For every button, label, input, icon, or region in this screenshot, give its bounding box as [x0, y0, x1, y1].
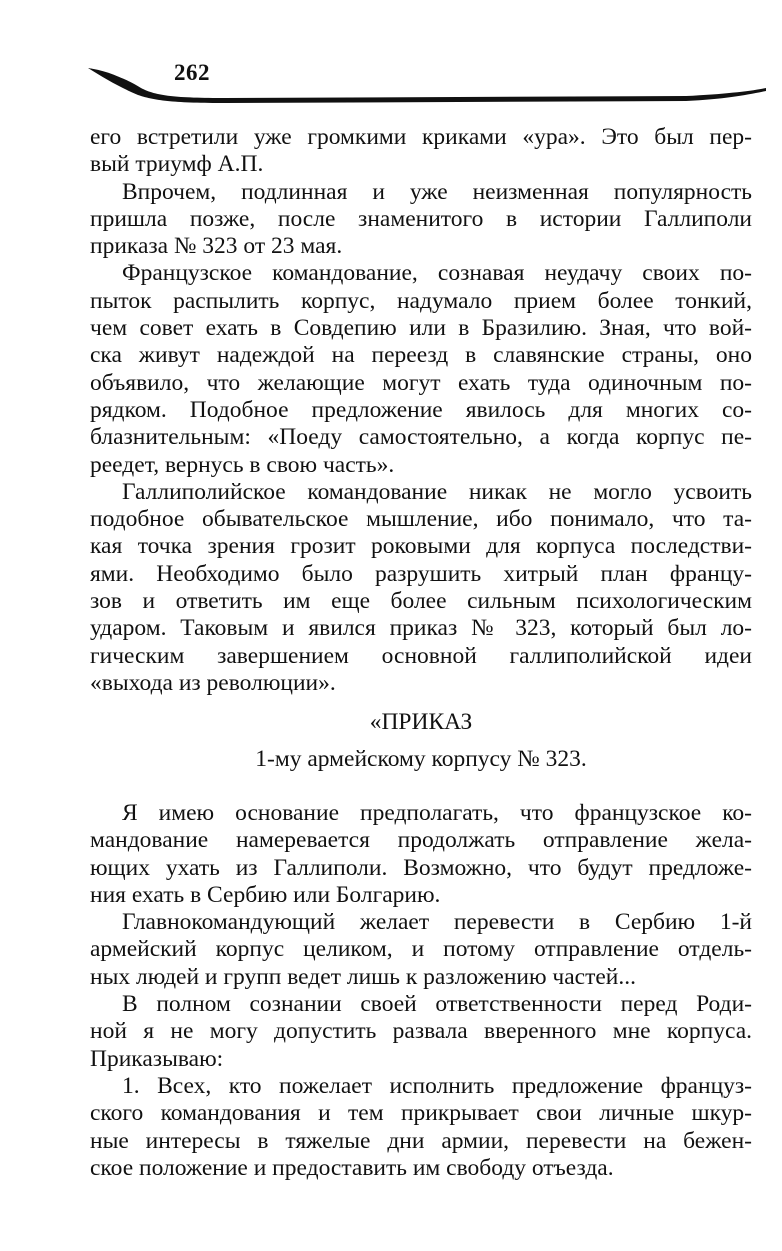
text-line: гическим завершением основной галлиполийской идеи: [90, 642, 752, 669]
text-line: блазнительным: «Поеду самостоятельно, а когда корпус пе-: [90, 424, 752, 451]
body-text-upper: [90, 124, 752, 697]
text-line: ударом. Таковым и явился приказ № 323, который был ло-: [90, 615, 752, 642]
text-line: Приказываю:: [90, 1045, 224, 1072]
text-line: ющих ухать из Галлиполи. Возможно, что будут предложе-: [90, 854, 752, 881]
text-line: 1. Всех, кто пожелает исполнить предложение француз-: [122, 1072, 752, 1099]
text-line: ния ехать в Сербию или Болгарию.: [90, 881, 441, 908]
body-text-order: [90, 800, 752, 1182]
text-line: рядком. Подобное предложение явилось для многих со-: [90, 396, 752, 423]
text-line: В полном сознании своей ответственности перед Роди-: [122, 991, 752, 1018]
text-line: Впрочем, подлинная и уже неизменная популярность: [122, 178, 752, 205]
text-line: «выхода из революции».: [90, 669, 336, 696]
page-number: 262: [174, 60, 210, 85]
order-subheading: 1-му армейскому корпусу № 323.: [255, 746, 587, 772]
text-line: приказа № 323 от 23 мая.: [90, 233, 343, 260]
text-line: Я имею основание предполагать, что французское ко-: [122, 800, 752, 826]
text-line: ные интересы в тяжелые дни армии, перевести на бежен-: [90, 1127, 752, 1154]
text-line: Главнокомандующий желает перевести в Сербию 1-й: [122, 909, 752, 936]
text-line: объявило, что желающие могут ехать туда одиночным по-: [90, 369, 752, 396]
text-line: пришла позже, после знаменитого в истории Галлиполи: [90, 205, 752, 232]
text-line: его встретили уже громкими криками «ура». Это был пер-: [90, 124, 752, 150]
text-line: ска живут надеждой на переезд в славянские страны, оно: [90, 342, 752, 369]
text-line: чем совет ехать в Совдепию или в Бразилию. Зная, что вой-: [90, 315, 752, 342]
text-line: Французское командование, сознавая неудачу своих по-: [122, 260, 752, 287]
text-line: ское положение и предоставить им свободу отъезда.: [90, 1154, 614, 1181]
text-line: подобное обывательское мышление, ибо понимало, что та-: [90, 506, 752, 533]
text-line: армейский корпус целиком, и потому отправление отдель-: [90, 936, 752, 963]
text-line: вый триумф А.П.: [90, 151, 264, 178]
text-line: зов и ответить им еще более сильным психологическим: [90, 588, 752, 615]
text-line: кая точка зрения грозит роковыми для корпуса последстви-: [90, 533, 752, 560]
text-line: ского командования и тем прикрывает свои личные шкур-: [90, 1100, 752, 1127]
text-line: Галлиполийское командование никак не могло усвоить: [122, 478, 752, 505]
order-heading: «ПРИКАЗ: [369, 709, 473, 735]
text-line: ных людей и групп ведет лишь к разложению частей...: [90, 963, 636, 990]
text-line: ной я не могу допустить развала вверенного мне корпуса.: [90, 1018, 752, 1045]
text-line: реедет, вернусь в свою часть».: [90, 451, 395, 478]
text-line: пыток распылить корпус, надумало прием более тонкий,: [90, 287, 752, 314]
text-line: ями. Необходимо было разрушить хитрый план францу-: [90, 560, 752, 587]
text-line: мандование намеревается продолжать отправление жела-: [90, 827, 752, 854]
